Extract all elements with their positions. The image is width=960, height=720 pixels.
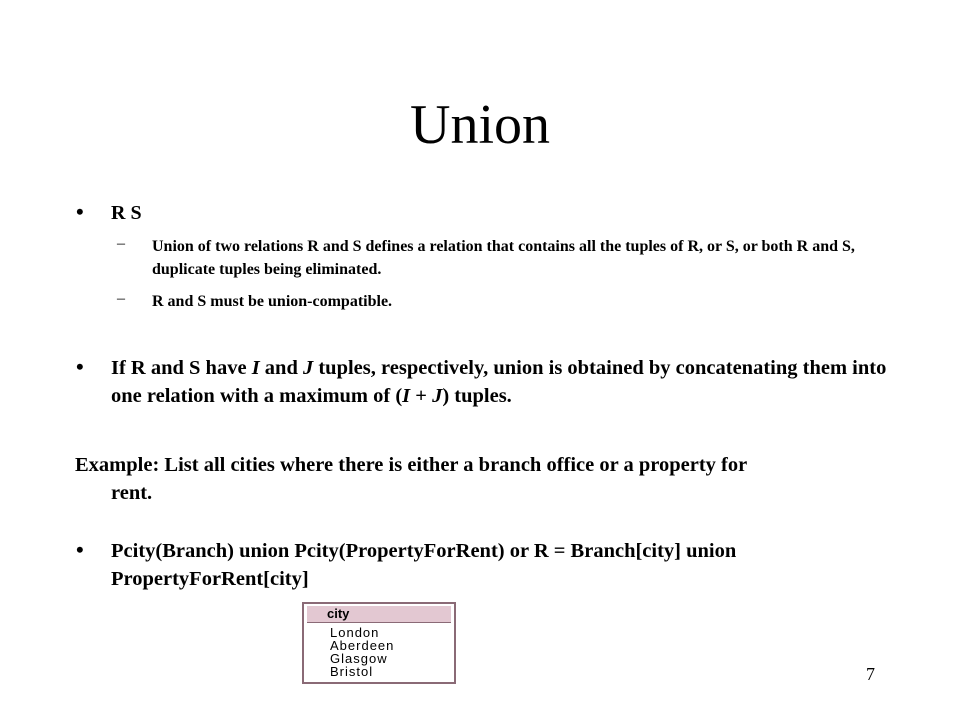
slide-title: Union [410,94,550,156]
bullet-query: Pcity(Branch) union Pcity(PropertyForRent) or R = Branch[city] union PropertyForRent[city] [111,540,737,590]
dash-marker: – [117,290,125,307]
dash-marker: – [117,235,125,252]
table-row: Bristol [330,664,374,679]
bullet-tuples: If R and S have I and J tuples, respectively, union is obtained by concatenating them into one relation with a maximum of (I + J) tuples. [111,357,887,407]
bullet-marker: • [76,354,84,379]
bullet-union-label [111,199,142,227]
sub-bullet-compatibility: R and S must be union-compatible. [152,293,393,310]
page-number: 7 [866,664,875,684]
example-text: Example: List all cities where there is either a branch office or a property for rent. [75,454,748,504]
bullet-marker: • [76,199,84,224]
table-row: Aberdeen [330,638,395,653]
city-table-header: city [307,606,451,623]
table-row: Glasgow [330,651,388,666]
bullet-marker: • [76,537,84,562]
city-table-body [330,626,454,678]
table-row: London [330,625,380,640]
sub-bullet-definition: Union of two relations R and S defines a relation that contains all the tuples of R, or S, or both R and S, duplicate tuples being eliminated. [152,238,855,278]
union-expression: R S [111,202,142,224]
city-table [302,602,456,684]
